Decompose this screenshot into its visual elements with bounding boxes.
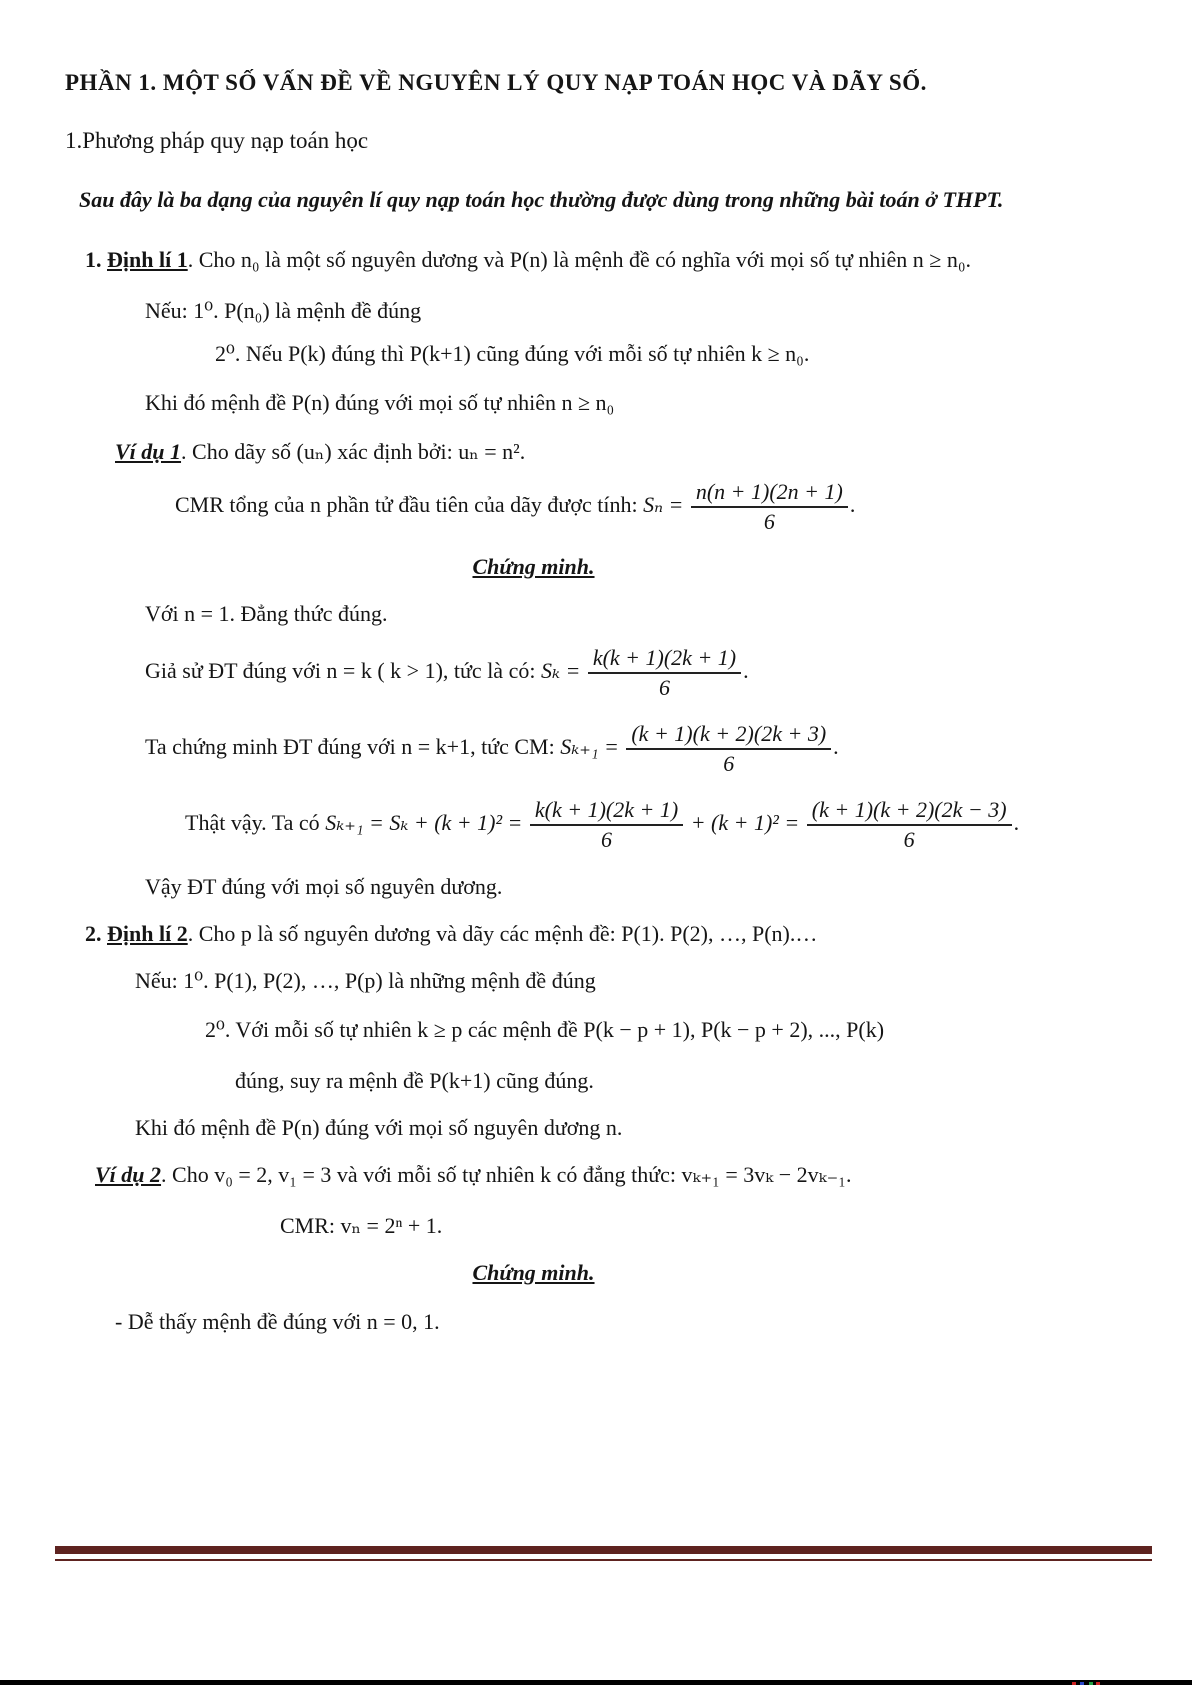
fraction: $\frac{(k + 1)(k + 2)(2k - 3)}{6}$ <box>807 797 1012 853</box>
proof-heading-2: Chứng minh. <box>472 1260 595 1285</box>
condition-1-text: 1⁰. P(1), P(2), …, P(p) là những mệnh đề đúng <box>183 968 596 993</box>
theorem-2-label: Định lí 2 <box>107 921 188 946</box>
theorem-2-condition-1 <box>135 964 1192 998</box>
proof-1-hypothesis: Giả sử ĐT đúng với n = k ( k > 1), tức là có: Sₖ = $\frac{k(k + 1)(2k + 1)}{6}$ . <box>145 645 749 700</box>
theorem-2-text: . Cho p là số nguyên dương và dãy các mệnh đề: P(1). P(2), …, P(n).… <box>187 921 818 946</box>
theorem-1-condition-1 <box>145 294 1192 328</box>
hypothesis-text: Giả sử ĐT đúng với n = k ( k > 1), tức là có: <box>145 658 541 684</box>
theorem-1-number: 1. <box>85 247 107 272</box>
formula-lhs: Sₙ = <box>643 492 684 518</box>
page-title: PHẦN 1. MỘT SỐ VẤN ĐỀ VỀ NGUYÊN LÝ QUY NẠP TOÁN HỌC VÀ DÃY SỐ. <box>65 70 927 95</box>
proof-1-conclusion: Vậy ĐT đúng với mọi số nguyên dương. <box>145 874 503 899</box>
claim-text: CMR tổng của n phần tử đầu tiên của dãy được tính: <box>175 492 644 518</box>
theorem-1-text: . Cho n₀ là một số nguyên dương và P(n) là mệnh đề có nghĩa với mọi số tự nhiên n ≥ n₀. <box>187 247 972 272</box>
intro-paragraph: Sau đây là ba dạng của nguyên lí quy nạp toán học thường được dùng trong những bài toán ở THPT. <box>79 187 1004 212</box>
proof-1-base-case: Với n = 1. Đẳng thức đúng. <box>145 601 388 626</box>
theorem-2-conclusion: Khi đó mệnh đề P(n) đúng với mọi số nguyên dương n. <box>135 1115 623 1140</box>
bottom-edge-bar <box>0 1680 1192 1685</box>
derivation-text: Thật vậy. Ta có <box>185 810 326 836</box>
example-1-text: . Cho dãy số (uₙ) xác định bởi: uₙ = n². <box>181 439 526 464</box>
fraction: $\frac{k(k + 1)(2k + 1)}{6}$ <box>530 797 683 853</box>
fraction: $\frac{k(k + 1)(2k + 1)}{6}$ <box>588 645 741 701</box>
theorem-2-number: 2. <box>85 921 107 946</box>
example-2-statement <box>95 1158 1192 1192</box>
formula-lhs: Sₖ₊₁ = <box>560 734 619 760</box>
theorem-1-condition-2: 2⁰. Nếu P(k) đúng thì P(k+1) cũng đúng với mỗi số tự nhiên k ≥ n₀. <box>215 341 810 366</box>
theorem-2-statement <box>85 917 1192 951</box>
inductive-step-text: Ta chứng minh ĐT đúng với n = k+1, tức CM: <box>145 734 561 760</box>
theorem-2-condition-2-cont: đúng, suy ra mệnh đề P(k+1) cũng đúng. <box>235 1068 594 1093</box>
example-1-claim: CMR tổng của n phần tử đầu tiên của dãy được tính: Sₙ = $\frac{n(n + 1)(2n + 1)}{6}$ . <box>175 479 856 534</box>
footer-rule-thick <box>55 1546 1152 1554</box>
section-heading: 1.Phương pháp quy nạp toán học <box>65 128 369 153</box>
example-2-text: . Cho v₀ = 2, v₁ = 3 và với mỗi số tự nhiên k có đẳng thức: vₖ₊₁ = 3vₖ − 2vₖ₋₁. <box>161 1162 852 1187</box>
proof-1-derivation: Thật vậy. Ta có Sₖ₊₁ = Sₖ + (k + 1)² = $\frac{k(k + 1)(2k + 1)}{6}$ + (k + 1)² = $\frac{(k + 1)(k + 2)(2k - 3)}{6}$ . <box>185 797 1020 852</box>
fraction: $\frac{n(n + 1)(2n + 1)}{6}$ <box>691 479 848 535</box>
example-1-statement <box>115 435 1192 469</box>
example-2-claim: CMR: vₙ = 2ⁿ + 1. <box>280 1213 443 1238</box>
footer-rule-thin <box>55 1559 1152 1561</box>
formula-lhs: Sₖ = <box>540 658 581 684</box>
proof-1-inductive-step: Ta chứng minh ĐT đúng với n = k+1, tức CM: Sₖ₊₁ = $\frac{(k + 1)(k + 2)(2k + 3)}{6}$ . <box>145 721 839 776</box>
theorem-1-conclusion: Khi đó mệnh đề P(n) đúng với mọi số tự nhiên n ≥ n₀ <box>145 390 615 415</box>
theorem-2-condition-2: 2⁰. Với mỗi số tự nhiên k ≥ p các mệnh đề P(k − p + 1), P(k − p + 2), ..., P(k) <box>205 1017 885 1042</box>
if-label: Nếu: <box>145 298 194 323</box>
condition-1-text: 1⁰. P(n₀) là mệnh đề đúng <box>193 298 422 323</box>
example-1-label: Ví dụ 1 <box>115 439 182 464</box>
if-label: Nếu: <box>135 968 184 993</box>
derivation-equation: Sₖ₊₁ = Sₖ + (k + 1)² = <box>325 810 528 836</box>
example-2-label: Ví dụ 2 <box>95 1162 162 1187</box>
proof-2-base-case: - Dễ thấy mệnh đề đúng với n = 0, 1. <box>115 1309 440 1334</box>
fraction: $\frac{(k + 1)(k + 2)(2k + 3)}{6}$ <box>626 721 831 777</box>
theorem-1-label: Định lí 1 <box>107 247 188 272</box>
proof-heading-1: Chứng minh. <box>472 554 595 579</box>
theorem-1-statement <box>85 239 1027 281</box>
